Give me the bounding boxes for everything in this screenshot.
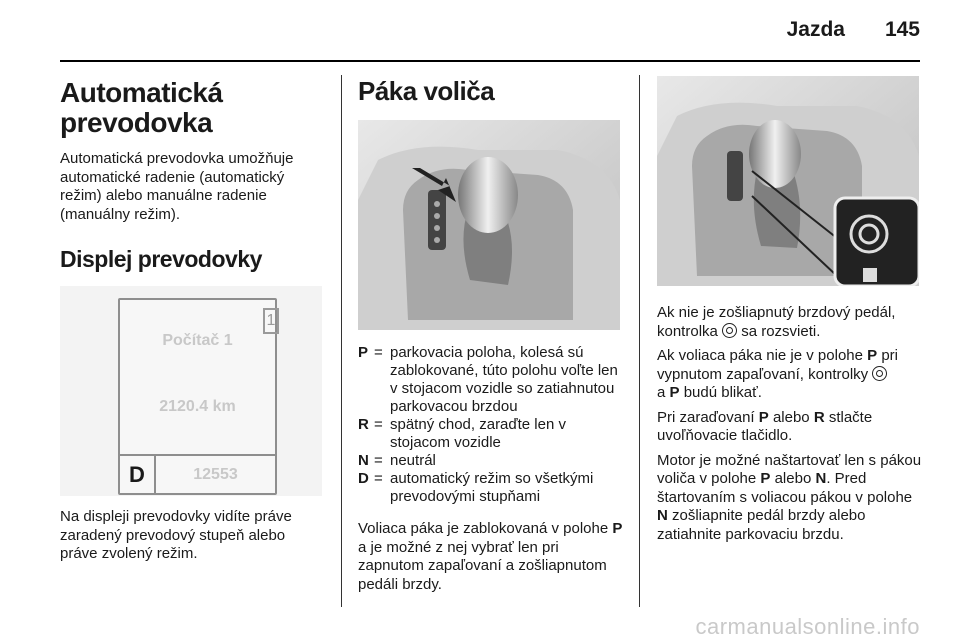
text-run: Motor je možné naštartovať len s pákou voliča v polohe	[657, 451, 922, 487]
lever-lock-paragraph	[358, 520, 626, 594]
text-bold: P	[612, 520, 623, 537]
definition-eq: =	[374, 470, 383, 487]
display-odometer: 12553	[193, 466, 238, 483]
page-number: 145	[884, 18, 920, 41]
definition-row	[358, 416, 626, 452]
display-title: Počítač 1	[162, 332, 233, 349]
text-run: Voliaca páka je zablokovaná v polohe	[358, 520, 613, 537]
transmission-display-figure	[60, 286, 322, 496]
text-run: . Pred štartovaním s voliacou pákou v polohe	[657, 470, 913, 506]
definition-key: R	[358, 416, 369, 433]
brake-indicator-photo	[657, 76, 919, 286]
release-paragraph	[657, 409, 922, 446]
definition-eq: =	[374, 416, 383, 433]
definition-key: N	[358, 452, 369, 469]
text-bold: N	[657, 507, 668, 524]
display-gear: D	[120, 456, 156, 493]
text-bold: N	[815, 470, 827, 487]
display-counter: 1	[263, 308, 279, 334]
definition-text: neutrál	[390, 452, 436, 469]
intro-paragraph: Automatická prevodovka umožňuje automatické radenie (automatický režim) alebo manuálne radenie (manuálny režim).	[60, 150, 294, 223]
display-caption: Na displeji prevodovky vidíte práve zaradený prevodový stupeň alebo práve zvolený režim.	[60, 508, 292, 562]
section-title: Automatická prevodovka	[60, 77, 223, 138]
brake-paragraph	[657, 304, 922, 341]
text-run: alebo	[770, 470, 816, 487]
text-bold: P	[669, 384, 680, 401]
start-paragraph	[657, 452, 922, 545]
text-run: sa rozsvieti.	[737, 322, 821, 340]
text-run: alebo	[768, 408, 814, 426]
column-2	[358, 70, 626, 600]
definition-eq: =	[374, 452, 383, 469]
header-rule	[60, 60, 920, 62]
display-bottom-row	[120, 454, 275, 493]
text-run: a	[657, 384, 670, 401]
text-run: Ak nie je zošliapnutý brzdový pedál, kontrolka	[657, 304, 896, 340]
text-bold: R	[813, 408, 825, 426]
watermark: carmanualsonline.info	[695, 614, 920, 639]
column-divider	[639, 75, 640, 607]
column-3	[657, 70, 922, 550]
text-run: Ak voliaca páka nie je v polohe	[657, 347, 868, 364]
definition-row	[358, 452, 626, 470]
ignition-paragraph	[657, 347, 922, 403]
definition-row	[358, 470, 626, 506]
text-run: Pri zaraďovaní	[657, 408, 759, 426]
display-panel	[118, 298, 277, 495]
definition-text: parkovacia poloha, kolesá sú zablokované, túto polohu voľte len v stojacom vozidle so zatiahnutou parkovacou brzdou	[390, 344, 618, 415]
definition-text: spätný chod, zaraďte len v stojacom vozidle	[390, 416, 566, 451]
page-header	[0, 0, 960, 60]
position-definitions	[358, 344, 626, 506]
definition-text: automatický režim so všetkými prevodovými stupňami	[390, 470, 594, 505]
text-run: stlačte uvoľňovacie tlačidlo.	[657, 408, 873, 444]
text-run: a je možné z nej vybrať len pri zapnutom zapaľovaní a zošliapnutom pedáli brzdy.	[358, 538, 607, 593]
selector-lever-title: Páka voliča	[358, 76, 495, 106]
text-bold: P	[760, 470, 771, 487]
text-run: budú blikať.	[679, 384, 762, 401]
text-run: pri vypnutom zapaľovaní, kontrolky	[657, 347, 898, 383]
definition-eq: =	[374, 344, 383, 361]
selector-lever-photo	[358, 120, 620, 330]
brake-pedal-warning-icon	[722, 323, 737, 338]
display-trip: 2120.4 km	[159, 398, 236, 415]
gear-lever-illustration	[358, 120, 620, 330]
column-divider	[341, 75, 342, 607]
definition-key: D	[358, 470, 369, 487]
text-bold: P	[758, 408, 769, 426]
section-name: Jazda	[786, 18, 845, 41]
brake-pedal-warning-icon	[872, 366, 887, 381]
definition-row	[358, 344, 626, 416]
definition-key: P	[358, 344, 369, 361]
text-run: zošliapnite pedál brzdy alebo zatiahnite parkovaciu brzdu.	[657, 507, 866, 543]
brake-indicator-illustration	[657, 76, 919, 286]
subsection-title: Displej prevodovky	[60, 246, 262, 272]
column-1	[60, 70, 325, 570]
text-bold: P	[867, 347, 878, 364]
